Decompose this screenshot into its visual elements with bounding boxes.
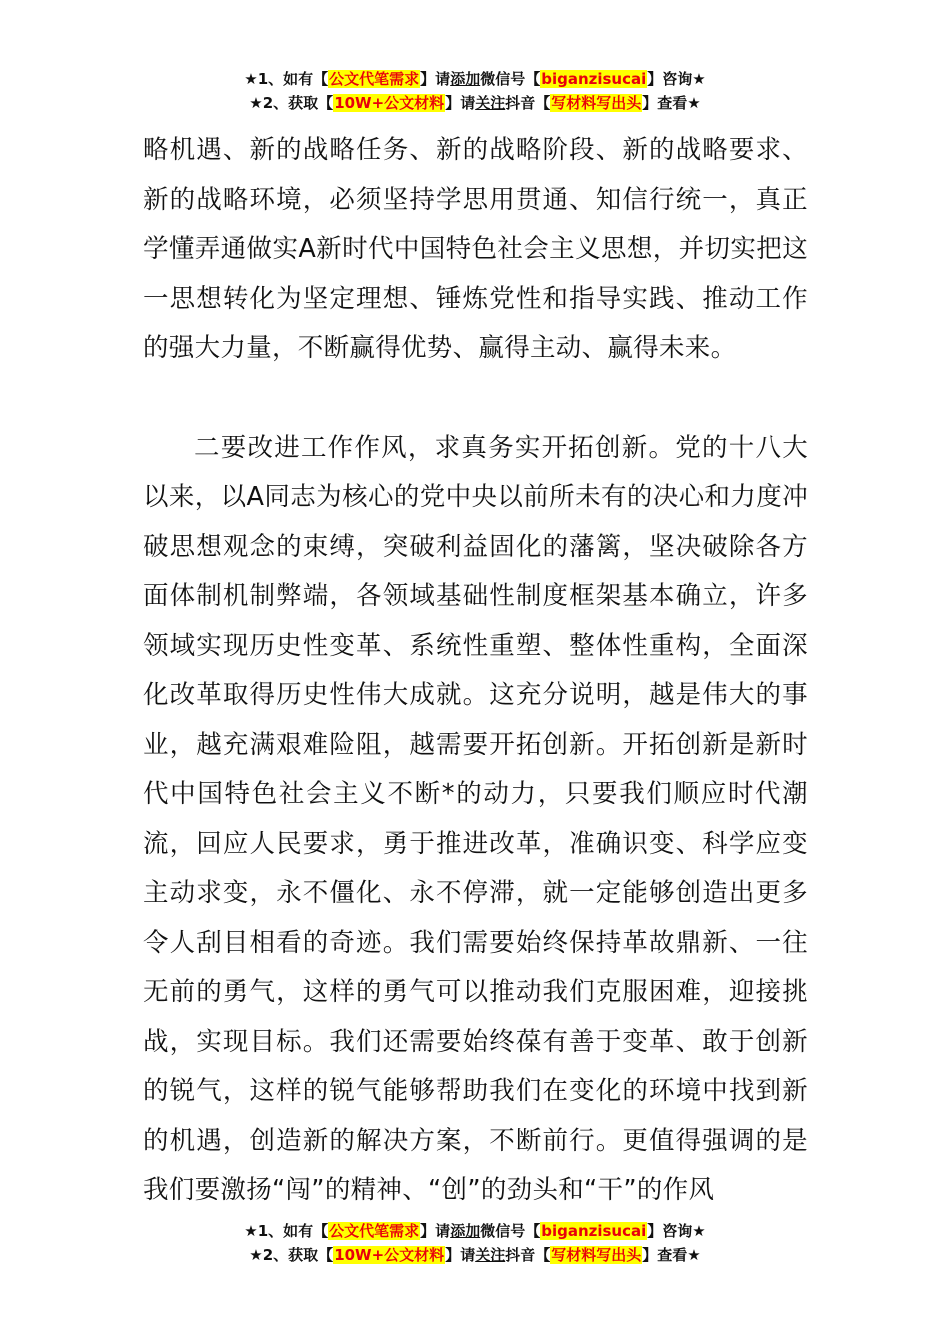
promo-text: 】查看★ — [642, 94, 701, 112]
document-body — [143, 126, 808, 1216]
promo-text: 微信号【 — [480, 70, 541, 88]
promo-text: 】请 — [445, 94, 476, 112]
promo-underline: 添加 — [450, 70, 481, 88]
promo-text: 】查看★ — [642, 1246, 701, 1264]
promo-highlight: 公文代笔需求 — [329, 1222, 420, 1240]
promo-text: 微信号【 — [480, 1222, 541, 1240]
promo-highlight: 公文代笔需求 — [329, 70, 420, 88]
promo-line-1 — [0, 67, 950, 91]
promo-underline: 添加 — [450, 1222, 481, 1240]
header-promo-banner — [0, 67, 950, 115]
promo-text: 】请 — [420, 1222, 451, 1240]
promo-highlight: 写材料写出头 — [551, 94, 642, 112]
promo-text: ★1、如有【 — [244, 1222, 329, 1240]
footer-promo-banner — [0, 1219, 950, 1267]
promo-text: 抖音【 — [505, 94, 551, 112]
promo-text: ★2、获取【 — [249, 1246, 334, 1264]
promo-text: 】请 — [445, 1246, 476, 1264]
promo-line-2 — [0, 1243, 950, 1267]
promo-highlight: 10W+公文材料 — [334, 1246, 445, 1264]
paragraph-continued: 略机遇、新的战略任务、新的战略阶段、新的战略要求、新的战略环境，必须坚持学思用贯通、知信行统一，真正学懂弄通做实A新时代中国特色社会主义思想，并切实把这一思想转化为坚定理想、锤炼党性和指导实践、推动工作的强大力量，不断赢得优势、赢得主动、赢得未来。 — [143, 135, 808, 363]
promo-underline: 关注 — [475, 1246, 506, 1264]
promo-text: 】咨询★ — [647, 1222, 706, 1240]
paragraph-work-style: 二要改进工作作风，求真务实开拓创新。党的十八大以来，以A同志为核心的党中央以前所未有的决心和力度冲破思想观念的束缚，突破利益固化的藩篱，坚决破除各方面体制机制弊端，各领域基础性制度框架基本确立，许多领域实现历史性变革、系统性重塑、整体性重构，全面深化改革取得历史性伟大成就。这充分说明，越是伟大的事业，越充满艰难险阻，越需要开拓创新。开拓创新是新时代中国特色社会主义不断*的动力，只要我们顺应时代潮流，回应人民要求，勇于推进改革，准确识变、科学应变主动求变，永不僵化、永不停滞，就一定能够创造出更多令人刮目相看的奇迹。我们需要始终保持革故鼎新、一往无前的勇气，这样的勇气可以推动我们克服困难，迎接挑战，实现目标。我们还需要始终葆有善于变革、敢于创新的锐气，这样的锐气能够帮助我们在变化的环境中找到新的机遇，创造新的解决方案，不断前行。更值得强调的是我们要激扬“闯”的精神、“创”的劲头和“干”的作风 — [143, 432, 808, 1205]
promo-underline: 关注 — [475, 94, 506, 112]
promo-highlight: 10W+公文材料 — [334, 94, 445, 112]
promo-text: ★1、如有【 — [244, 70, 329, 88]
promo-highlight: biganzisucai — [541, 70, 647, 88]
promo-text: 抖音【 — [505, 1246, 551, 1264]
promo-text: 】咨询★ — [647, 70, 706, 88]
promo-line-1 — [0, 1219, 950, 1243]
promo-line-2 — [0, 91, 950, 115]
promo-highlight: 写材料写出头 — [551, 1246, 642, 1264]
promo-text: 】请 — [420, 70, 451, 88]
promo-highlight: biganzisucai — [541, 1222, 647, 1240]
promo-text: ★2、获取【 — [249, 94, 334, 112]
